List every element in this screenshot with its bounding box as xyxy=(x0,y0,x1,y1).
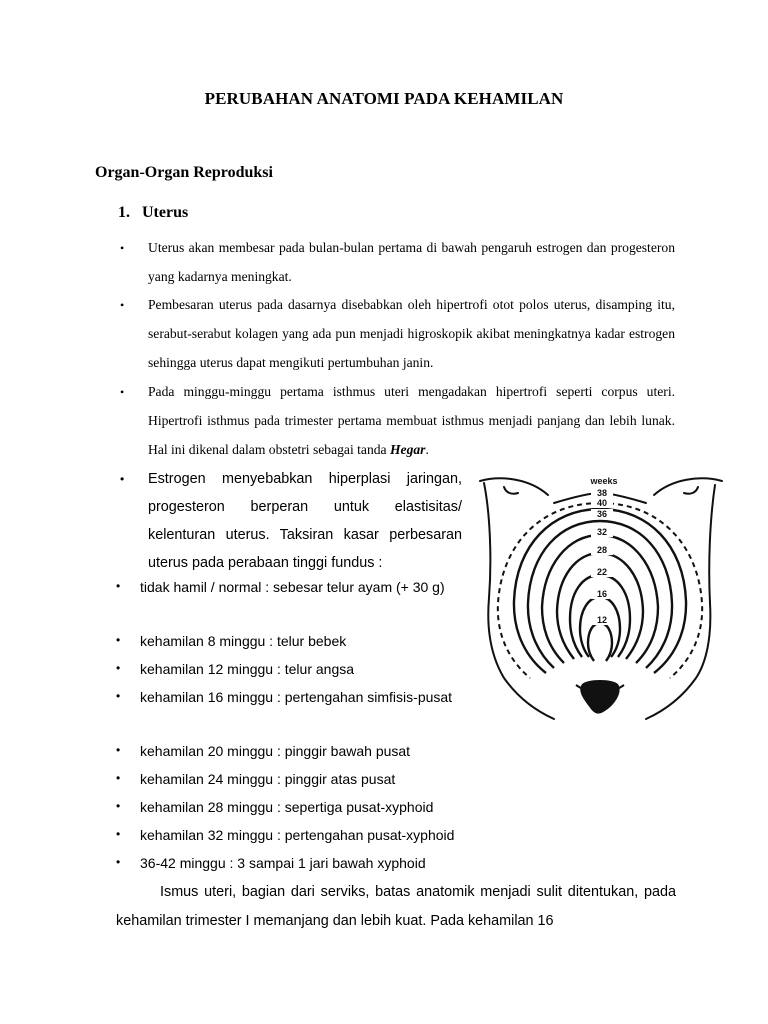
bullet-marker: • xyxy=(116,827,121,841)
week-label-36: 36 xyxy=(596,509,608,519)
hegar-emphasis: Hegar xyxy=(389,442,426,457)
ismus-paragraph-text: Ismus uteri, bagian dari serviks, batas anatomik menjadi sulit ditentukan, pada kehamilan trimester I memanjang dan lebih kuat. Pada kehamilan 16 xyxy=(116,884,676,929)
bullet-marker: • xyxy=(120,385,125,399)
uterus-bullet-3 xyxy=(148,377,675,464)
estrogen-bullet: Estrogen menyebabkan hiperplasi jaringan, progesteron berperan untuk elastisitas/ kelenturan uterus. Taksiran kasar perbesaran uterus pada perabaan tinggi fundus : xyxy=(148,471,462,571)
fundus-item: 36-42 minggu : 3 sampai 1 jari bawah xyphoid xyxy=(140,855,426,871)
week-label-16: 16 xyxy=(596,589,608,599)
subheading-number: 1. xyxy=(118,204,130,221)
ismus-paragraph xyxy=(116,878,676,936)
breast-right-shade xyxy=(684,487,698,494)
fundus-height-diagram xyxy=(472,473,730,725)
fundus-item: tidak hamil / normal : sebesar telur ayam (+ 30 g) xyxy=(140,579,445,595)
section-heading: Organ-Organ Reproduksi xyxy=(95,164,273,181)
fundus-item: kehamilan 24 minggu : pinggir atas pusat xyxy=(140,771,396,787)
fundus-height-illustration xyxy=(472,473,730,725)
week-label-22: 22 xyxy=(596,567,608,577)
breast-right xyxy=(654,478,722,495)
bullet-marker: • xyxy=(116,579,121,593)
contour-16 xyxy=(580,597,600,657)
pubic-area xyxy=(581,681,619,714)
fundus-item: kehamilan 16 minggu : pertengahan simfisis-pusat xyxy=(140,689,453,705)
uterus-bullet-2: Pembesaran uterus pada dasarnya disebabkan oleh hipertrofi otot polos uterus, disamping itu, serabut-serabut kolagen yang ada pun menjadi higroskopik akibat meningkatnya kadar estrogen sehingga uterus dapat mengikuti pertumbuhan janin. xyxy=(148,297,675,370)
week-label-38: 38 xyxy=(596,488,608,498)
bullet-marker: • xyxy=(120,298,125,312)
week-label-32: 32 xyxy=(596,527,608,537)
fundus-item: kehamilan 20 minggu : pinggir bawah pusat xyxy=(140,743,411,759)
bullet-marker: • xyxy=(120,472,125,486)
fundus-item: kehamilan 32 minggu : pertengahan pusat-xyphoid xyxy=(140,827,455,843)
week-label-40: 40 xyxy=(596,498,608,508)
breast-left-shade xyxy=(504,487,518,494)
bullet-marker: • xyxy=(116,771,121,785)
bullet-marker: • xyxy=(116,855,121,869)
week-label-12: 12 xyxy=(596,615,608,625)
subheading-title: Uterus xyxy=(142,204,189,221)
bullet-marker: • xyxy=(116,661,121,675)
page-title: PERUBAHAN ANATOMI PADA KEHAMILAN xyxy=(204,89,564,108)
fundus-item: kehamilan 12 minggu : telur angsa xyxy=(140,661,355,677)
week-label-28: 28 xyxy=(596,545,608,555)
bullet-marker: • xyxy=(116,633,121,647)
contour-12-r xyxy=(600,623,612,661)
bullet-marker: • xyxy=(116,799,121,813)
bullet-marker: • xyxy=(116,743,121,757)
uterus-bullet-1: Uterus akan membesar pada bulan-bulan pertama di bawah pengaruh estrogen dan progesteron yang kadarnya meningkat. xyxy=(148,240,675,284)
torso-outline-right xyxy=(646,485,715,719)
uterus-bullet-3-end: . xyxy=(425,442,429,457)
fundus-item: kehamilan 28 minggu : sepertiga pusat-xyphoid xyxy=(140,799,434,815)
weeks-axis-label: weeks xyxy=(590,476,618,486)
bullet-marker: • xyxy=(120,241,125,255)
contour-16-r xyxy=(600,597,620,657)
contour-12 xyxy=(588,623,600,661)
uterus-bullet-3-text: Pada minggu-minggu pertama isthmus uteri mengadakan hipertrofi seperti corpus uteri. Hipertrofi isthmus pada trimester pertama membuat isthmus menjadi panjang dan lebih lunak. Hal ini dikenal dalam obstetri sebagai tanda xyxy=(148,384,675,457)
fundus-item: kehamilan 8 minggu : telur bebek xyxy=(140,633,347,649)
bullet-marker: • xyxy=(116,689,121,703)
breast-left xyxy=(480,478,548,495)
